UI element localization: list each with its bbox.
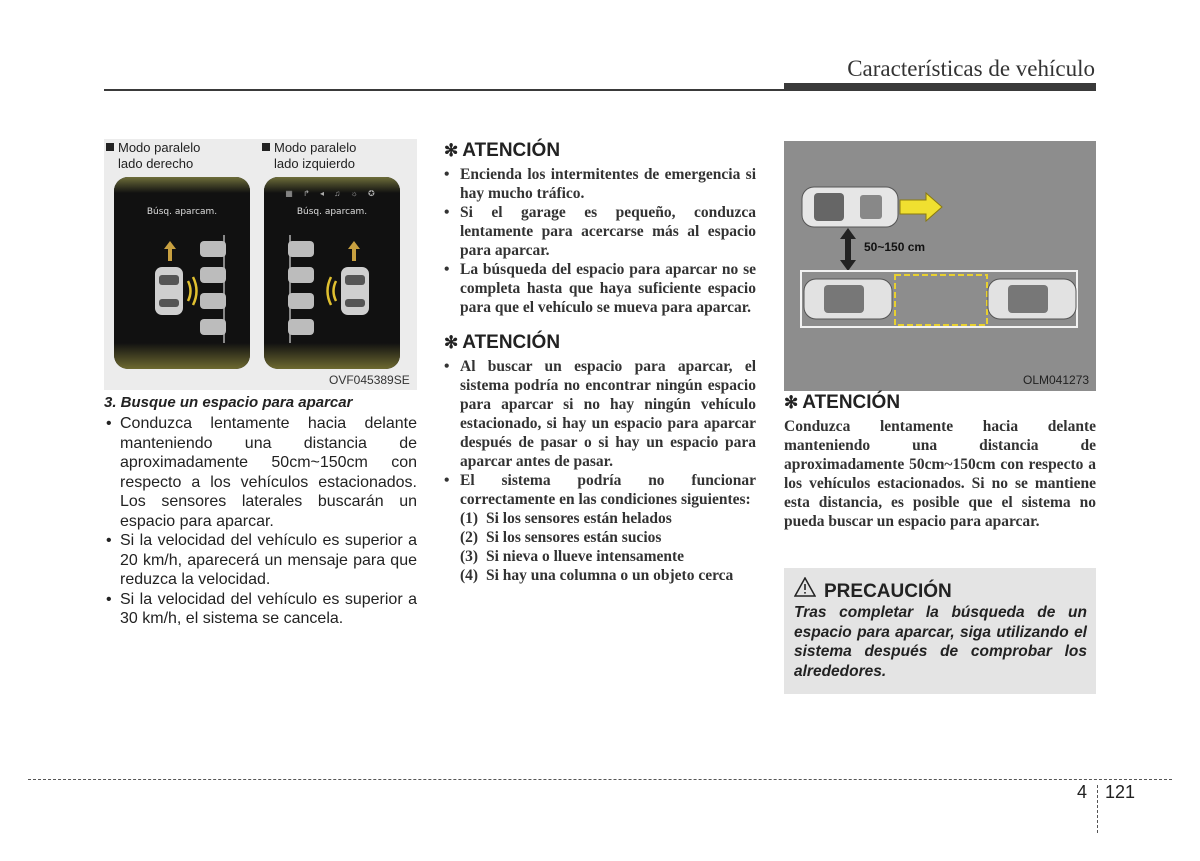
bullet-square-icon <box>106 143 114 151</box>
cluster-screen-right-mode <box>114 177 250 369</box>
section-title: Características de vehículo <box>847 56 1095 81</box>
attention-heading: ✻ ATENCIÓN <box>784 392 901 413</box>
condition-item: (4) Si hay una columna o un objeto cerca <box>460 567 734 584</box>
condition-item: (2) Si los sensores están sucios <box>460 529 662 546</box>
attention-list <box>444 357 756 585</box>
list-item: • La búsqueda del espacio para aparcar no se completa hasta que haya suficiente espacio para que el vehículo se mueva para aparcar. <box>444 260 756 317</box>
mode-label-left: Modo paralelo lado izquierdo <box>262 140 356 172</box>
caution-box <box>784 568 1096 694</box>
parking-scene-icon <box>264 177 400 369</box>
caution-heading: PRECAUCIÓN <box>794 577 952 603</box>
screen-label: Búsq. aparcam. <box>146 207 218 217</box>
asterisk-icon: ✻ <box>444 141 459 160</box>
asterisk-icon: ✻ <box>444 333 459 352</box>
bullet-square-icon <box>262 143 270 151</box>
conditions-list <box>444 509 756 585</box>
condition-item: (1) Si los sensores están helados <box>460 510 672 527</box>
list-item: • Conduzca lentamente hacia delante manteniendo una distancia de aproximadamente 50cm~150cm con respecto a los vehículos estacionados. Los sensores laterales buscarán un espacio para aparcar. <box>104 414 417 531</box>
footer-divider <box>1097 785 1098 833</box>
list-item: • El sistema podría no funcionar correctamente en las condiciones siguientes: <box>444 471 756 509</box>
attention-box <box>784 391 1096 531</box>
chapter-number: 4 <box>1077 782 1088 802</box>
step-bullets <box>104 414 417 629</box>
caution-body: Tras completar la búsqueda de un espacio para aparcar, siga utilizando el sistema después de comprobar los alrededores. <box>794 604 1087 680</box>
parking-distance-diagram <box>784 141 1096 391</box>
attention-heading: ✻ ATENCIÓN <box>444 140 561 161</box>
attention-column <box>444 139 756 585</box>
status-icons-row: ▦ ↱ ◂ ♫ ☼ ✪ <box>285 189 379 198</box>
list-item: • Si la velocidad del vehículo es superior a 30 km/h, el sistema se cancela. <box>104 590 417 629</box>
page-number: 121 <box>1105 782 1136 802</box>
list-item: • Si la velocidad del vehículo es superior a 20 km/h, aparecerá un mensaje para que reduzca la velocidad. <box>104 531 417 590</box>
warning-triangle-icon <box>794 577 816 603</box>
figure-code: OVF045389SE <box>329 373 410 387</box>
step-title: 3. Busque un espacio para aparcar <box>104 394 353 411</box>
condition-item: (3) Si nieva o llueve intensamente <box>460 548 685 565</box>
list-item: • Al buscar un espacio para aparcar, el sistema podría no encontrar ningún espacio para aparcar si no hay ningún vehículo estacionado, si hay un espacio para aparcar después de pasar o si hay un espacio para aparcar antes de pasar. <box>444 357 756 471</box>
distance-label: 50~150 cm <box>864 240 926 254</box>
attention-list <box>444 165 756 317</box>
header-rule <box>104 89 784 91</box>
list-item: • Encienda los intermitentes de emergencia si hay mucho tráfico. <box>444 165 756 203</box>
footer-rule <box>28 779 1172 780</box>
parking-distance-illustration <box>784 141 1096 391</box>
screen-label: Búsq. aparcam. <box>296 207 368 217</box>
asterisk-icon: ✻ <box>784 393 799 412</box>
header-rule-thick <box>784 83 1096 91</box>
figure-code: OLM041273 <box>1023 373 1090 387</box>
attention-body: Conduzca lentamente hacia delante manteniendo una distancia de aproximadamente 50cm~150cm con respecto a los vehículos estacionados. Si no se mantiene esta distancia, es posible que el sistema no pueda buscar un espacio para aparcar. <box>784 418 1096 530</box>
cluster-screen-left-mode <box>264 177 400 369</box>
parking-scene-icon <box>114 177 250 369</box>
attention-heading: ✻ ATENCIÓN <box>444 332 561 353</box>
mode-label-right: Modo paralelo lado derecho <box>106 140 200 172</box>
list-item: • Si el garage es pequeño, conduzca lentamente para acercarse más al espacio para aparcar. <box>444 203 756 260</box>
